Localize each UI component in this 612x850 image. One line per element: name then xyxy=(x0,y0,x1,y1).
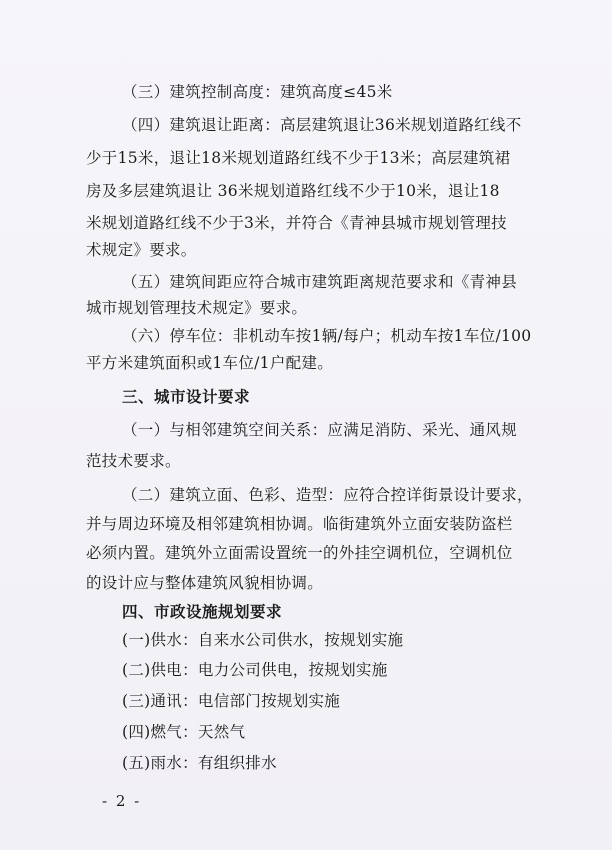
paragraph-line: （三）建筑控制高度：建筑高度≤45米 xyxy=(122,83,393,101)
paragraph-line: 并与周边环境及相邻建筑相协调。临街建筑外立面安装防盗栏 xyxy=(86,515,513,533)
list-item: (三)通讯：电信部门按规划实施 xyxy=(122,692,341,710)
paragraph-line: 房及多层建筑退让 36米规划道路红线不少于10米，退让18 xyxy=(86,182,500,200)
paragraph-line: 平方米建筑面积或1车位/1户配建。 xyxy=(86,354,334,372)
paragraph-line: 必须内置。建筑外立面需设置统一的外挂空调机位，空调机位 xyxy=(86,544,513,562)
paragraph-line: （四）建筑退让距离：高层建筑退让36米规划道路红线不 xyxy=(122,116,522,134)
list-item: (一)供水：自来水公司供水，按规划实施 xyxy=(122,631,404,649)
paragraph-line: （五）建筑间距应符合城市建筑距离规范要求和《青神县 xyxy=(122,273,518,291)
section-heading: 三、城市设计要求 xyxy=(122,388,251,406)
paragraph-line: 的设计应与整体建筑风貌相协调。 xyxy=(86,574,324,592)
paragraph-line: 术规定》要求。 xyxy=(86,241,197,259)
paragraph-line: （六）停车位：非机动车按1辆/每户；机动车按1车位/100 xyxy=(122,327,532,345)
list-item: (五)雨水：有组织排水 xyxy=(122,754,277,772)
section-heading: 四、市政设施规划要求 xyxy=(122,603,283,621)
paragraph-line: 米规划道路红线不少于3米，并符合《青神县城市规划管理技 xyxy=(86,214,507,232)
list-item: (四)燃气：天然气 xyxy=(122,723,246,741)
list-item: (二)供电：电力公司供电，按规划实施 xyxy=(122,661,388,679)
paragraph-line: 城市规划管理技术规定》要求。 xyxy=(86,299,308,317)
paragraph-line: 少于15米，退让18米规划道路红线不少于13米；高层建筑裙 xyxy=(86,149,511,167)
paragraph-line: （一）与相邻建筑空间关系：应满足消防、采光、通风规 xyxy=(122,421,518,439)
paragraph-line: （二）建筑立面、色彩、造型：应符合控详街景设计要求， xyxy=(122,486,533,504)
paragraph-line: 范技术要求。 xyxy=(86,452,181,470)
page-number: - 2 - xyxy=(102,792,142,810)
